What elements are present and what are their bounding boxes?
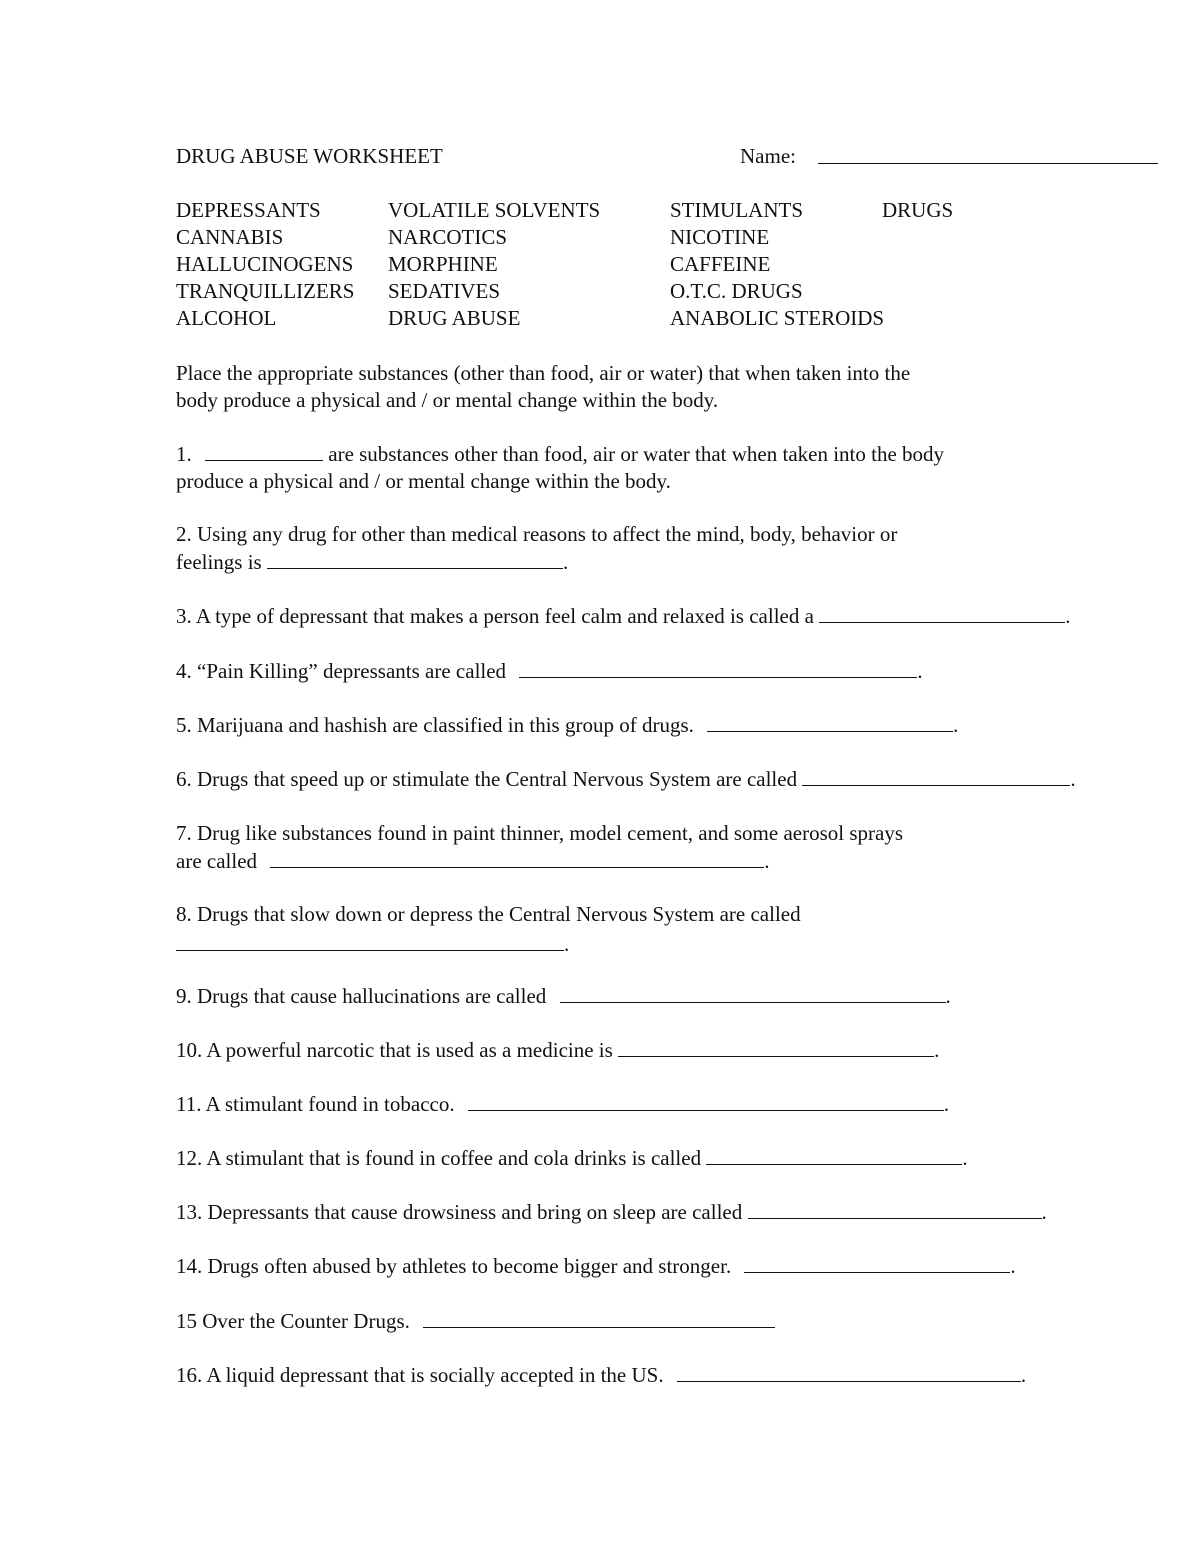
question-text: feelings is — [176, 550, 262, 574]
answer-blank-16[interactable] — [677, 1361, 1021, 1382]
question-text: 12. A stimulant that is found in coffee and cola drinks is called — [176, 1146, 702, 1170]
question-text: 11. A stimulant found in tobacco. — [176, 1092, 455, 1116]
question-text: 3. A type of depressant that makes a person feel calm and relaxed is called a — [176, 604, 814, 628]
period: . — [1020, 1363, 1027, 1387]
word-bank-item: STIMULANTS — [670, 198, 804, 222]
answer-blank-13[interactable] — [748, 1198, 1042, 1219]
question-13 — [176, 1198, 1047, 1225]
question-3 — [176, 602, 1070, 629]
question-7: 7. Drug like substances found in paint thinner, model cement, and some aerosol sprays — [176, 821, 903, 845]
word-bank-item: DRUG ABUSE — [388, 306, 521, 330]
period: . — [564, 932, 570, 956]
answer-blank-10[interactable] — [618, 1036, 934, 1057]
word-bank-item: TRANQUILLIZERS — [176, 279, 355, 303]
answer-blank-1[interactable] — [205, 440, 323, 461]
question-text: 9. Drugs that cause hallucinations are called — [176, 984, 547, 1008]
period: . — [945, 984, 951, 1008]
period: . — [917, 659, 923, 683]
word-bank-item: CANNABIS — [176, 225, 284, 249]
answer-blank-12[interactable] — [706, 1144, 962, 1165]
question-6 — [176, 765, 1076, 792]
question-text: 10. A powerful narcotic that is used as a medicine is — [176, 1038, 613, 1062]
answer-blank-8[interactable] — [176, 930, 564, 951]
question-1 — [176, 440, 944, 467]
question-text: are called — [176, 849, 258, 873]
word-bank-item: SEDATIVES — [388, 279, 501, 303]
answer-blank-14[interactable] — [744, 1252, 1010, 1273]
question-11 — [176, 1090, 949, 1117]
word-bank-item: ANABOLIC STEROIDS — [670, 306, 885, 330]
question-text: 6. Drugs that speed up or stimulate the Central Nervous System are called — [176, 767, 798, 791]
worksheet-title: DRUG ABUSE WORKSHEET — [176, 144, 443, 168]
word-bank-item: NICOTINE — [670, 225, 770, 249]
period: . — [962, 1146, 968, 1170]
word-bank-item: HALLUCINOGENS — [176, 252, 354, 276]
word-bank-item: O.T.C. DRUGS — [670, 279, 803, 303]
period: . — [934, 1038, 940, 1062]
question-text: 5. Marijuana and hashish are classified in this group of drugs. — [176, 713, 694, 737]
period: . — [562, 550, 569, 574]
answer-blank-4[interactable] — [519, 657, 917, 678]
word-bank-item: DRUGS — [882, 198, 954, 222]
word-bank-item: VOLATILE SOLVENTS — [388, 198, 601, 222]
word-bank-item: MORPHINE — [388, 252, 498, 276]
question-16 — [176, 1361, 1026, 1388]
word-bank-item: CAFFEINE — [670, 252, 771, 276]
answer-blank-7[interactable] — [270, 847, 764, 868]
question-2-line-2 — [176, 548, 568, 575]
question-8: 8. Drugs that slow down or depress the Central Nervous System are called — [176, 902, 801, 926]
question-9 — [176, 982, 951, 1009]
question-12 — [176, 1144, 968, 1171]
question-2: 2. Using any drug for other than medical reasons to affect the mind, body, behavior or — [176, 522, 898, 546]
answer-blank-5[interactable] — [707, 711, 953, 732]
answer-blank-9[interactable] — [560, 982, 946, 1003]
word-bank-item: NARCOTICS — [388, 225, 508, 249]
answer-blank-6[interactable] — [802, 765, 1070, 786]
answer-blank-3[interactable] — [819, 602, 1065, 623]
answer-blank-11[interactable] — [468, 1090, 944, 1111]
question-text: 13. Depressants that cause drowsiness and bring on sleep are called — [176, 1200, 743, 1224]
question-15 — [176, 1307, 775, 1334]
name-field[interactable] — [818, 143, 1158, 170]
word-bank-item: ALCOHOL — [176, 306, 277, 330]
question-1-line-2: produce a physical and / or mental change within the body. — [176, 469, 671, 493]
question-14 — [176, 1252, 1016, 1279]
answer-blank-15[interactable] — [423, 1307, 775, 1328]
word-bank-item: DEPRESSANTS — [176, 198, 321, 222]
question-4 — [176, 657, 923, 684]
question-7-line-2 — [176, 847, 770, 874]
period: . — [764, 849, 770, 873]
name-label: Name: — [740, 144, 796, 168]
question-text: are substances other than food, air or water that when taken into the body — [328, 442, 945, 466]
period: . — [1070, 767, 1076, 791]
question-text: 14. Drugs often abused by athletes to become bigger and stronger. — [176, 1254, 732, 1278]
instructions-line-2: body produce a physical and / or mental change within the body. — [176, 388, 719, 412]
question-5 — [176, 711, 958, 738]
period: . — [1065, 604, 1071, 628]
question-8-line-2 — [176, 930, 569, 957]
question-text: 15 Over the Counter Drugs. — [176, 1309, 410, 1333]
period: . — [1010, 1254, 1016, 1278]
question-10 — [176, 1036, 939, 1063]
question-text: 4. “Pain Killing” depressants are called — [176, 659, 507, 683]
instructions-line-1: Place the appropriate substances (other than food, air or water) that when taken into the — [176, 361, 911, 385]
answer-blank-2[interactable] — [267, 548, 563, 569]
question-number: 1. — [176, 442, 192, 466]
period: . — [943, 1092, 950, 1116]
period: . — [953, 713, 959, 737]
period: . — [1041, 1200, 1047, 1224]
question-text: 16. A liquid depressant that is socially accepted in the US. — [176, 1363, 664, 1387]
